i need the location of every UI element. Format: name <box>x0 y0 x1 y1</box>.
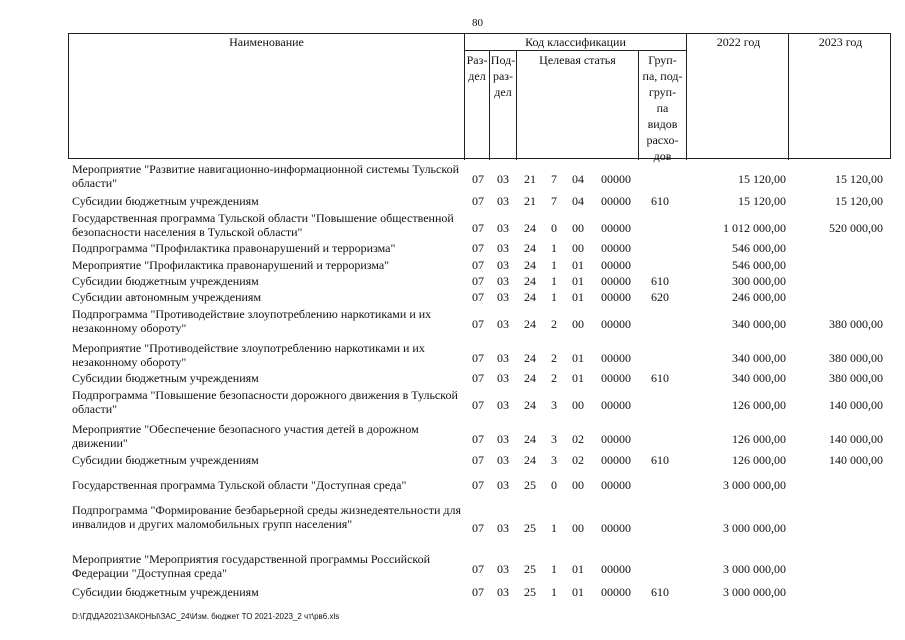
cell-a: 21 <box>524 194 536 208</box>
cell-d: 00000 <box>601 172 631 186</box>
cell-rz: 07 <box>472 221 484 235</box>
cell-rz: 07 <box>472 432 484 446</box>
cell-b: 1 <box>551 290 557 304</box>
row-name: Субсидии бюджетным учреждениям <box>72 194 259 208</box>
cell-a: 25 <box>524 521 536 535</box>
cell-b: 1 <box>551 274 557 288</box>
cell-rz: 07 <box>472 194 484 208</box>
row-name: Подпрограмма "Противодействие злоупотреблению наркотиками и их незаконному обороту" <box>72 307 432 335</box>
file-path: D:\ГД\ДА2021\ЗАКОНЫ\ЗАС_24\Изм. бюджет ТО 2021-2023_2 чт\рв6.xls <box>72 612 340 621</box>
cell-v2022: 1 012 000,00 <box>723 221 786 235</box>
cell-v2022: 15 120,00 <box>738 172 786 186</box>
table-row <box>0 211 905 241</box>
cell-d: 00000 <box>601 290 631 304</box>
cell-b: 7 <box>551 172 557 186</box>
cell-b: 1 <box>551 562 557 576</box>
row-name: Мероприятие "Противодействие злоупотреблению наркотиками и их незаконному обороту" <box>72 341 425 369</box>
cell-rz: 07 <box>472 371 484 385</box>
cell-d: 00000 <box>601 398 631 412</box>
cell-b: 0 <box>551 221 557 235</box>
cell-v2023: 140 000,00 <box>829 398 883 412</box>
cell-v2022: 546 000,00 <box>732 258 786 272</box>
row-name: Субсидии бюджетным учреждениям <box>72 371 259 385</box>
cell-v2022: 15 120,00 <box>738 194 786 208</box>
cell-pr: 03 <box>497 432 509 446</box>
cell-c: 00 <box>572 521 584 535</box>
cell-d: 00000 <box>601 371 631 385</box>
row-name: Субсидии бюджетным учреждениям <box>72 585 259 599</box>
table-row <box>0 274 905 289</box>
cell-v2023: 380 000,00 <box>829 351 883 365</box>
header-name: Наименование <box>229 35 304 49</box>
cell-a: 25 <box>524 478 536 492</box>
row-name: Субсидии автономным учреждениям <box>72 290 262 304</box>
cell-b: 2 <box>551 317 557 331</box>
cell-c: 01 <box>572 351 584 365</box>
cell-v2022: 3 000 000,00 <box>723 521 786 535</box>
cell-c: 00 <box>572 398 584 412</box>
cell-a: 24 <box>524 453 536 467</box>
cell-a: 24 <box>524 241 536 255</box>
cell-c: 04 <box>572 194 584 208</box>
cell-rz: 07 <box>472 562 484 576</box>
cell-b: 3 <box>551 453 557 467</box>
cell-rz: 07 <box>472 521 484 535</box>
cell-a: 24 <box>524 274 536 288</box>
cell-b: 1 <box>551 241 557 255</box>
cell-rz: 07 <box>472 453 484 467</box>
cell-b: 1 <box>551 521 557 535</box>
cell-rz: 07 <box>472 351 484 365</box>
cell-v2022: 546 000,00 <box>732 241 786 255</box>
cell-v2023: 140 000,00 <box>829 432 883 446</box>
table-row <box>0 258 905 273</box>
cell-vr: 610 <box>651 585 669 599</box>
cell-v2022: 246 000,00 <box>732 290 786 304</box>
cell-d: 00000 <box>601 521 631 535</box>
cell-pr: 03 <box>497 585 509 599</box>
cell-c: 01 <box>572 274 584 288</box>
cell-v2023: 380 000,00 <box>829 317 883 331</box>
cell-b: 3 <box>551 432 557 446</box>
cell-rz: 07 <box>472 398 484 412</box>
cell-b: 0 <box>551 478 557 492</box>
cell-v2022: 340 000,00 <box>732 371 786 385</box>
cell-d: 00000 <box>601 453 631 467</box>
cell-a: 24 <box>524 371 536 385</box>
cell-pr: 03 <box>497 478 509 492</box>
row-name: Мероприятие "Профилактика правонарушений и терроризма" <box>72 258 390 272</box>
row-name: Мероприятие "Развитие навигационно-информационной системы Тульской области" <box>72 162 459 190</box>
cell-d: 00000 <box>601 221 631 235</box>
cell-pr: 03 <box>497 290 509 304</box>
cell-v2023: 380 000,00 <box>829 371 883 385</box>
cell-d: 00000 <box>601 562 631 576</box>
table-row <box>0 371 905 386</box>
cell-v2022: 300 000,00 <box>732 274 786 288</box>
cell-rz: 07 <box>472 478 484 492</box>
cell-pr: 03 <box>497 258 509 272</box>
cell-v2023: 140 000,00 <box>829 453 883 467</box>
cell-pr: 03 <box>497 172 509 186</box>
cell-a: 24 <box>524 221 536 235</box>
cell-a: 24 <box>524 317 536 331</box>
page-number: 80 <box>472 17 483 29</box>
cell-c: 02 <box>572 453 584 467</box>
cell-c: 01 <box>572 585 584 599</box>
cell-pr: 03 <box>497 274 509 288</box>
row-name: Мероприятие "Мероприятия государственной программы Российской Федерации "Доступная среда" <box>72 552 431 580</box>
cell-c: 01 <box>572 371 584 385</box>
table-row <box>0 307 905 337</box>
cell-v2022: 126 000,00 <box>732 432 786 446</box>
cell-pr: 03 <box>497 371 509 385</box>
cell-b: 7 <box>551 194 557 208</box>
cell-pr: 03 <box>497 221 509 235</box>
cell-b: 3 <box>551 398 557 412</box>
cell-pr: 03 <box>497 453 509 467</box>
cell-rz: 07 <box>472 172 484 186</box>
cell-c: 02 <box>572 432 584 446</box>
cell-rz: 07 <box>472 585 484 599</box>
cell-v2023: 15 120,00 <box>835 194 883 208</box>
cell-vr: 610 <box>651 274 669 288</box>
table-row <box>0 453 905 468</box>
row-name: Государственная программа Тульской области "Повышение общественной безопасности населения в Тульской области" <box>72 211 454 239</box>
cell-a: 25 <box>524 562 536 576</box>
header-group: Груп- па, под- груп- па видов расхо- дов <box>642 53 683 163</box>
cell-v2022: 3 000 000,00 <box>723 478 786 492</box>
cell-v2022: 3 000 000,00 <box>723 562 786 576</box>
cell-v2023: 520 000,00 <box>829 221 883 235</box>
cell-vr: 620 <box>651 290 669 304</box>
cell-a: 24 <box>524 351 536 365</box>
table-row <box>0 290 905 305</box>
row-name: Подпрограмма "Повышение безопасности дорожного движения в Тульской области" <box>72 388 458 416</box>
cell-rz: 07 <box>472 258 484 272</box>
cell-rz: 07 <box>472 317 484 331</box>
cell-c: 00 <box>572 478 584 492</box>
cell-a: 24 <box>524 432 536 446</box>
cell-d: 00000 <box>601 432 631 446</box>
cell-c: 00 <box>572 221 584 235</box>
table-row <box>0 422 905 452</box>
cell-vr: 610 <box>651 453 669 467</box>
cell-d: 00000 <box>601 241 631 255</box>
cell-a: 24 <box>524 398 536 412</box>
cell-pr: 03 <box>497 194 509 208</box>
cell-pr: 03 <box>497 241 509 255</box>
cell-v2022: 3 000 000,00 <box>723 585 786 599</box>
table-row <box>0 585 905 600</box>
table-row <box>0 503 905 548</box>
row-name: Субсидии бюджетным учреждениям <box>72 274 259 288</box>
cell-a: 25 <box>524 585 536 599</box>
header-podrazdel: Под- раз- дел <box>490 53 516 99</box>
cell-c: 01 <box>572 290 584 304</box>
cell-c: 00 <box>572 241 584 255</box>
cell-c: 00 <box>572 317 584 331</box>
cell-c: 01 <box>572 562 584 576</box>
cell-d: 00000 <box>601 317 631 331</box>
cell-rz: 07 <box>472 274 484 288</box>
cell-pr: 03 <box>497 317 509 331</box>
row-name: Государственная программа Тульской области "Доступная среда" <box>72 478 407 492</box>
cell-pr: 03 <box>497 521 509 535</box>
row-name: Мероприятие "Обеспечение безопасного участия детей в дорожном движении" <box>72 422 419 450</box>
table-row <box>0 388 905 418</box>
cell-b: 2 <box>551 351 557 365</box>
cell-b: 1 <box>551 258 557 272</box>
cell-pr: 03 <box>497 562 509 576</box>
cell-d: 00000 <box>601 478 631 492</box>
cell-v2022: 126 000,00 <box>732 398 786 412</box>
cell-vr: 610 <box>651 371 669 385</box>
row-name: Подпрограмма "Формирование безбарьерной среды жизнедеятельности для инвалидов и других маломобильных групп населения" <box>72 503 461 531</box>
header-code: Код классификации <box>525 35 626 49</box>
cell-vr: 610 <box>651 194 669 208</box>
cell-c: 04 <box>572 172 584 186</box>
cell-v2022: 340 000,00 <box>732 317 786 331</box>
cell-a: 21 <box>524 172 536 186</box>
cell-rz: 07 <box>472 241 484 255</box>
row-name: Подпрограмма "Профилактика правонарушений и терроризма" <box>72 241 396 255</box>
header-razdel: Раз- дел <box>466 53 488 83</box>
cell-d: 00000 <box>601 194 631 208</box>
cell-v2022: 340 000,00 <box>732 351 786 365</box>
cell-rz: 07 <box>472 290 484 304</box>
table-row <box>0 241 905 256</box>
header-2022: 2022 год <box>716 35 761 49</box>
cell-pr: 03 <box>497 351 509 365</box>
cell-a: 24 <box>524 258 536 272</box>
cell-d: 00000 <box>601 351 631 365</box>
cell-v2022: 126 000,00 <box>732 453 786 467</box>
cell-d: 00000 <box>601 274 631 288</box>
cell-d: 00000 <box>601 258 631 272</box>
table-header <box>68 33 891 163</box>
table-row <box>0 478 905 493</box>
cell-a: 24 <box>524 290 536 304</box>
row-name: Субсидии бюджетным учреждениям <box>72 453 259 467</box>
header-target: Целевая статья <box>539 53 616 67</box>
table-row <box>0 162 905 192</box>
cell-v2023: 15 120,00 <box>835 172 883 186</box>
header-2023: 2023 год <box>818 35 863 49</box>
cell-b: 1 <box>551 585 557 599</box>
cell-pr: 03 <box>497 398 509 412</box>
cell-b: 2 <box>551 371 557 385</box>
table-row <box>0 194 905 209</box>
cell-d: 00000 <box>601 585 631 599</box>
cell-c: 01 <box>572 258 584 272</box>
table-row <box>0 341 905 371</box>
table-row <box>0 552 905 582</box>
